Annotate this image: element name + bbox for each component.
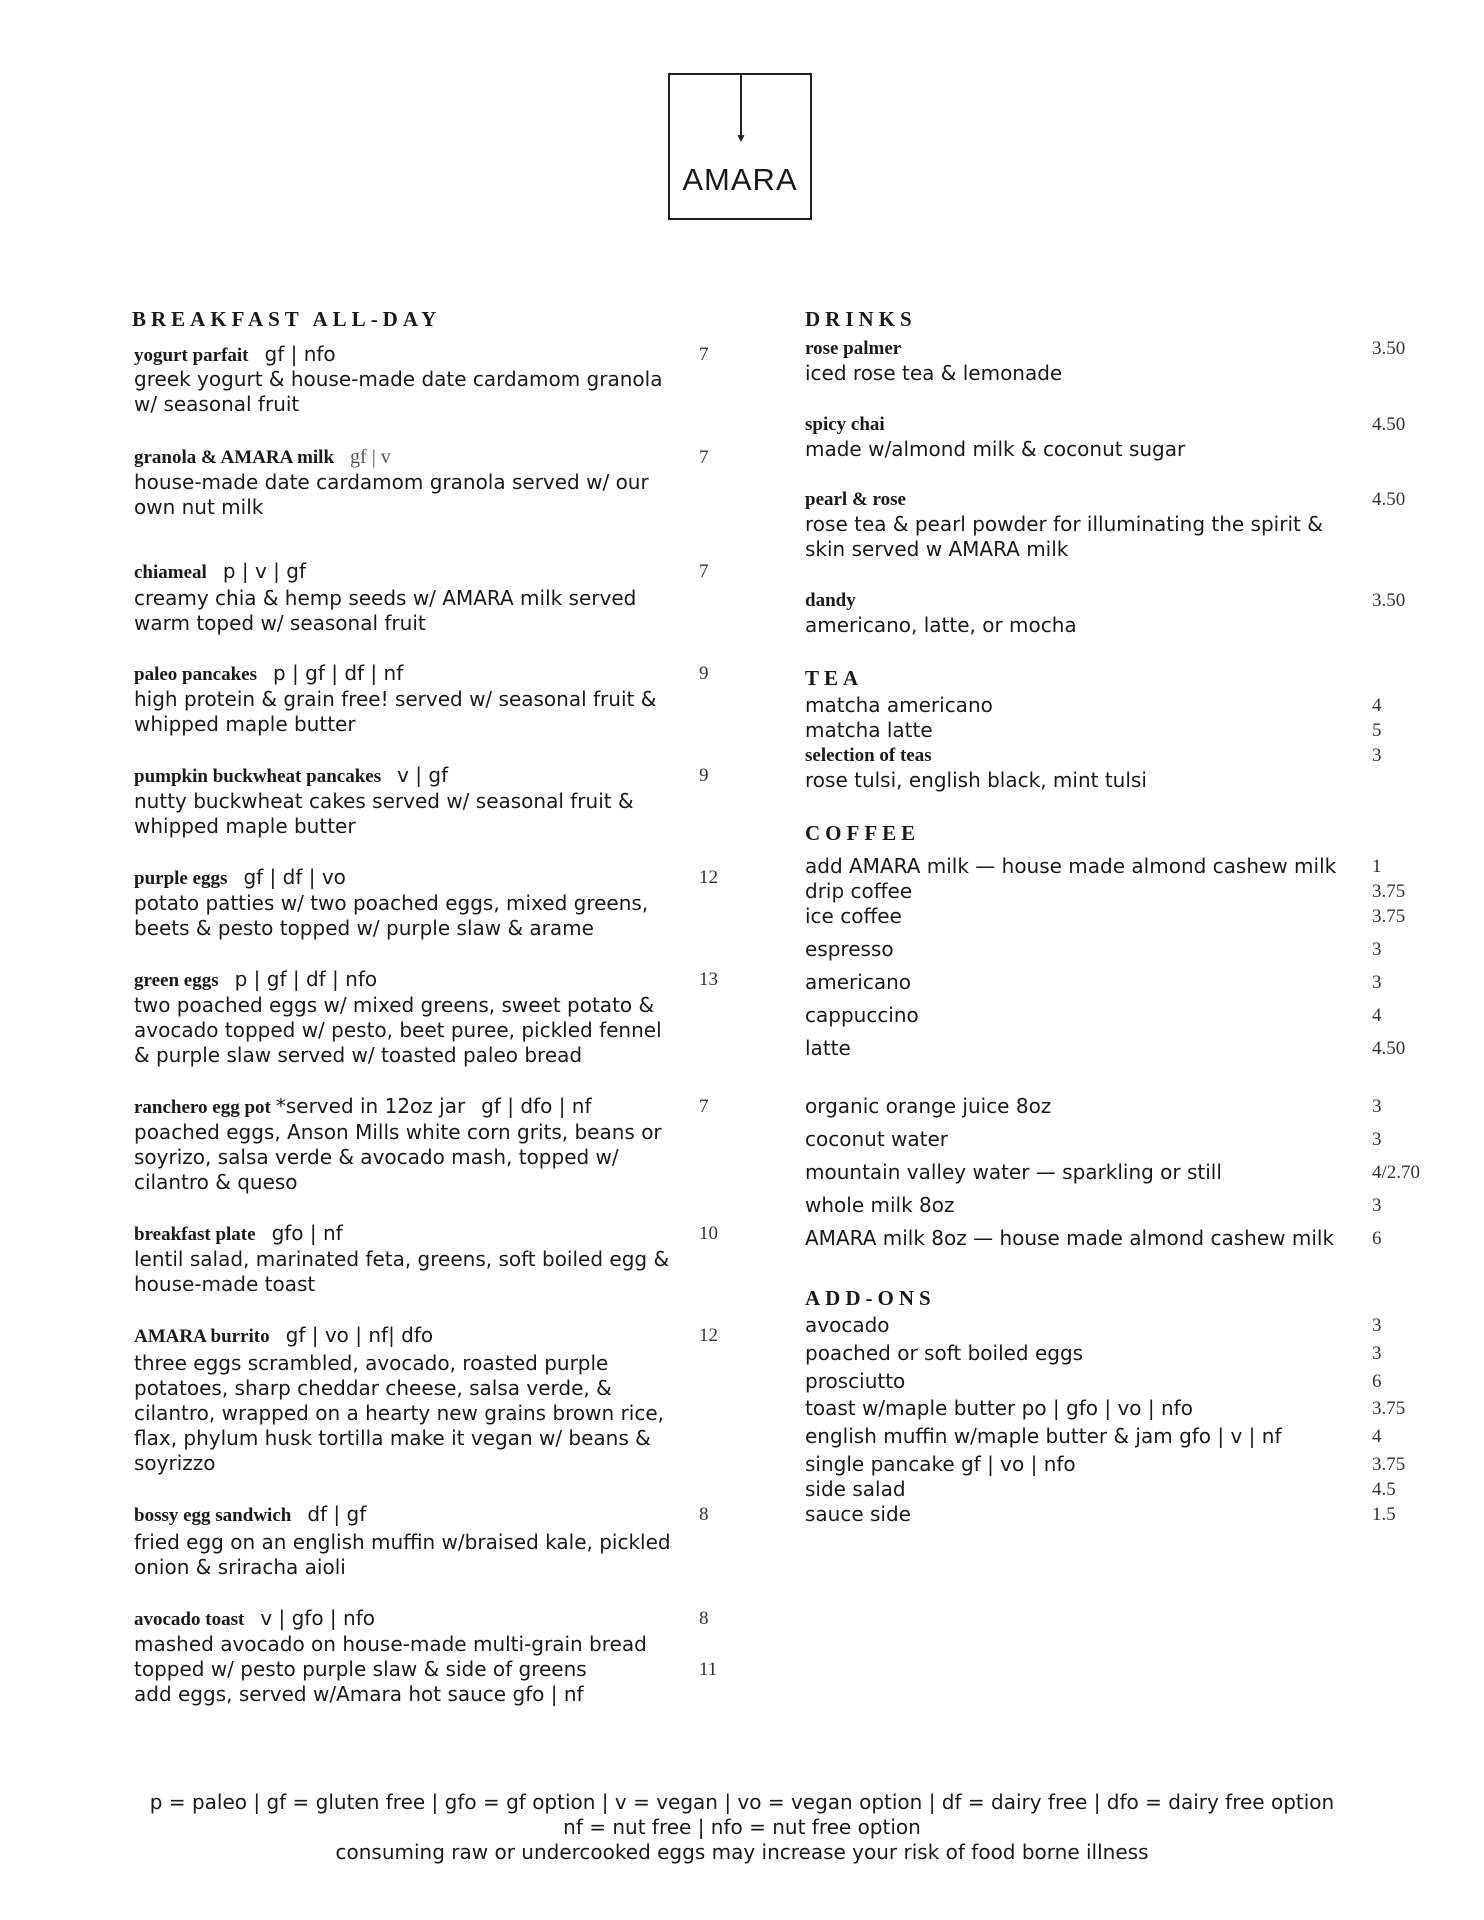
coffee-price: 3 [1372, 939, 1382, 960]
tea-price: 5 [1372, 720, 1382, 741]
diet-tags: gf | df | vo [243, 865, 346, 889]
addon-price: 3.75 [1372, 1454, 1406, 1475]
menu-item-name-row [134, 865, 346, 891]
tea-price: 3 [1372, 745, 1382, 766]
addon-price: 4 [1372, 1426, 1382, 1447]
addon-line: toast w/maple butter po | gfo | vo | nfo [805, 1396, 1193, 1420]
drink-price: 3.50 [1372, 338, 1406, 359]
menu-item-price: 13 [699, 969, 718, 990]
diet-tags: gf | nfo [264, 342, 336, 366]
food-safety-warning: consuming raw or undercooked eggs may increase your risk of food borne illness [335, 1840, 1149, 1864]
addon-price: 4.5 [1372, 1479, 1396, 1500]
diet-tags: gf | dfo | nf [481, 1094, 592, 1118]
menu-item-desc: greek yogurt & house-made date cardamom granola [134, 367, 663, 391]
menu-item-name-row [134, 661, 403, 687]
diet-tags: p | gf | df | nf [273, 661, 404, 685]
menu-item-name: purple eggs [134, 868, 228, 889]
coffee-line: espresso [805, 937, 894, 961]
drink-price: 6 [1372, 1228, 1382, 1249]
addon-line: english muffin w/maple butter & jam gfo | v | nf [805, 1424, 1282, 1448]
menu-item-name: paleo pancakes [134, 664, 257, 685]
breakfast-heading: BREAKFAST ALL-DAY [132, 307, 442, 331]
coffee-line: drip coffee [805, 879, 913, 903]
menu-item-desc: & purple slaw served w/ toasted paleo bread [134, 1043, 583, 1067]
addon-line: prosciutto [805, 1369, 906, 1393]
drink-name: rose palmer [805, 338, 902, 359]
coffee-price: 4.50 [1372, 1038, 1406, 1059]
tea-line: rose tulsi, english black, mint tulsi [805, 768, 1147, 792]
menu-item-desc: own nut milk [134, 495, 264, 519]
addon-price: 1.5 [1372, 1504, 1396, 1525]
menu-item-desc: creamy chia & hemp seeds w/ AMARA milk served [134, 586, 637, 610]
addon-price: 3 [1372, 1315, 1382, 1336]
coffee-line: add AMARA milk — house made almond cashew milk [805, 854, 1337, 878]
menu-item-name-row [134, 1502, 366, 1528]
drink-name: pearl & rose [805, 489, 906, 510]
menu-item-desc: add eggs, served w/Amara hot sauce gfo | nf [134, 1682, 584, 1706]
menu-item-desc: potato patties w/ two poached eggs, mixed greens, [134, 891, 649, 915]
addon-line: avocado [805, 1313, 890, 1337]
coffee-line: cappuccino [805, 1003, 919, 1027]
menu-item-desc: lentil salad, marinated feta, greens, soft boiled egg & [134, 1247, 670, 1271]
drink-price: 3 [1372, 1195, 1382, 1216]
menu-item-desc: w/ seasonal fruit [134, 392, 300, 416]
menu-item-name-row [134, 342, 336, 368]
menu-item-price: 7 [699, 561, 709, 582]
menu-item-name: yogurt parfait [134, 345, 249, 366]
tea-line: selection of teas [805, 745, 932, 766]
menu-item-price: 7 [699, 447, 709, 468]
tea-line: matcha americano [805, 693, 993, 717]
menu-item-name: avocado toast [134, 1609, 245, 1630]
drink-line: whole milk 8oz [805, 1193, 955, 1217]
menu-item-desc: cilantro, wrapped on a hearty new grains brown rice, [134, 1401, 664, 1425]
coffee-line: latte [805, 1036, 851, 1060]
diet-tags: v | gf [397, 763, 449, 787]
drink-line: mountain valley water — sparkling or still [805, 1160, 1222, 1184]
drink-desc: skin served w AMARA milk [805, 537, 1069, 561]
addons-heading: ADD-ONS [805, 1286, 936, 1310]
coffee-price: 1 [1372, 856, 1382, 877]
menu-item-price: 7 [699, 344, 709, 365]
drink-name: spicy chai [805, 414, 885, 435]
menu-item-name-row [134, 1606, 375, 1632]
tea-line: matcha latte [805, 718, 933, 742]
coffee-line: americano [805, 970, 911, 994]
addon-line: sauce side [805, 1502, 911, 1526]
menu-item-desc: house-made toast [134, 1272, 316, 1296]
menu-item-name-row [134, 763, 448, 789]
amara-logo [668, 73, 812, 220]
menu-item-desc: potatoes, sharp cheddar cheese, salsa verde, & [134, 1376, 612, 1400]
tea-heading: TEA [805, 666, 864, 690]
menu-item-desc: topped w/ pesto purple slaw & side of greens [134, 1657, 587, 1681]
addon-line: side salad [805, 1477, 906, 1501]
menu-item-name: ranchero egg pot [134, 1097, 271, 1118]
menu-item-desc: beets & pesto topped w/ purple slaw & arame [134, 916, 594, 940]
addon-price: 3 [1372, 1343, 1382, 1364]
logo-wordmark: AMARA [682, 162, 798, 197]
addon-line: single pancake gf | vo | nfo [805, 1452, 1076, 1476]
diet-tags: p | gf | df | nfo [234, 967, 378, 991]
menu-item-desc: fried egg on an english muffin w/braised kale, pickled [134, 1530, 671, 1554]
menu-item-price: 12 [699, 867, 718, 888]
menu-item-price: 7 [699, 1096, 709, 1117]
drink-line: coconut water [805, 1127, 948, 1151]
menu-item-desc: mashed avocado on house-made multi-grain bread [134, 1632, 647, 1656]
drink-price: 3 [1372, 1096, 1382, 1117]
coffee-line: ice coffee [805, 904, 902, 928]
menu-item-desc: house-made date cardamom granola served w/ our [134, 470, 649, 494]
diet-legend: p = paleo | gf = gluten free | gfo = gf option | v = vegan | vo = vegan option | df = dairy free | dfo = dairy free option [149, 1790, 1335, 1814]
menu-item-price: 8 [699, 1504, 709, 1525]
menu-item-desc: poached eggs, Anson Mills white corn grits, beans or [134, 1120, 662, 1144]
diet-tags: gf | vo | nf| dfo [285, 1323, 434, 1347]
menu-item-name-row [134, 445, 391, 470]
menu-item-price: 8 [699, 1608, 709, 1629]
addon-line: poached or soft boiled eggs [805, 1341, 1084, 1365]
menu-item-name-row [134, 967, 377, 993]
drink-price: 4/2.70 [1372, 1162, 1421, 1183]
tea-price: 4 [1372, 695, 1382, 716]
coffee-heading: COFFEE [805, 821, 921, 845]
drink-price: 4.50 [1372, 489, 1406, 510]
menu-item-name: AMARA burrito [134, 1326, 270, 1347]
menu-item-name: breakfast plate [134, 1224, 256, 1245]
menu-item-desc: cilantro & queso [134, 1170, 298, 1194]
diet-tags: gf | v [350, 446, 391, 468]
menu-item-price: 10 [699, 1223, 718, 1244]
drink-price: 3.50 [1372, 590, 1406, 611]
menu-item-desc: whipped maple butter [134, 712, 356, 736]
menu-item-desc: nutty buckwheat cakes served w/ seasonal fruit & [134, 789, 634, 813]
menu-item-desc: avocado topped w/ pesto, beet puree, pickled fennel [134, 1018, 662, 1042]
coffee-price: 4 [1372, 1005, 1382, 1026]
drink-price: 4.50 [1372, 414, 1406, 435]
menu-item-desc: flax, phylum husk tortilla make it vegan w/ beans & [134, 1426, 651, 1450]
menu-item-name: bossy egg sandwich [134, 1505, 292, 1526]
drink-price: 3 [1372, 1129, 1382, 1150]
arrow-down-icon: ▼ [735, 131, 747, 145]
menu-item-desc: soyrizzo [134, 1451, 216, 1475]
drink-desc: americano, latte, or mocha [805, 613, 1077, 637]
menu-item-name: green eggs [134, 970, 219, 991]
menu-item-name: pumpkin buckwheat pancakes [134, 766, 382, 787]
drinks-heading: DRINKS [805, 307, 917, 331]
diet-tags: p | v | gf [222, 559, 307, 583]
menu-item-desc: onion & sriracha aioli [134, 1555, 346, 1579]
diet-tags: v | gfo | nfo [260, 1606, 375, 1630]
drink-line: AMARA milk 8oz — house made almond cashew milk [805, 1226, 1335, 1250]
coffee-price: 3.75 [1372, 906, 1406, 927]
menu-item-name: granola & AMARA milk [134, 447, 335, 468]
addon-price: 6 [1372, 1371, 1382, 1392]
drink-desc: made w/almond milk & coconut sugar [805, 437, 1186, 461]
menu-item-price: 11 [699, 1659, 718, 1680]
addon-price: 3.75 [1372, 1398, 1406, 1419]
menu-item-name-row [134, 1323, 433, 1349]
menu-item-price: 9 [699, 765, 709, 786]
drink-line: organic orange juice 8oz [805, 1094, 1052, 1118]
diet-tags: df | gf [307, 1502, 367, 1526]
menu-item-desc: warm toped w/ seasonal fruit [134, 611, 426, 635]
menu-item-desc: two poached eggs w/ mixed greens, sweet potato & [134, 993, 655, 1017]
drink-name: dandy [805, 590, 856, 611]
menu-item-desc: three eggs scrambled, avocado, roasted purple [134, 1351, 609, 1375]
drink-desc: rose tea & pearl powder for illuminating the spirit & [805, 512, 1323, 536]
menu-item-desc: soyrizo, salsa verde & avocado mash, topped w/ [134, 1145, 619, 1169]
drink-desc: iced rose tea & lemonade [805, 361, 1063, 385]
logo-arrow-stem [740, 75, 742, 137]
menu-item-price: 9 [699, 663, 709, 684]
menu-item-name-row [134, 1094, 592, 1120]
diet-tags: gfo | nf [271, 1221, 343, 1245]
coffee-price: 3.75 [1372, 881, 1406, 902]
menu-item-name-row [134, 559, 306, 585]
menu-item-desc: high protein & grain free! served w/ seasonal fruit & [134, 687, 657, 711]
menu-item-price: 12 [699, 1325, 718, 1346]
diet-legend-2: nf = nut free | nfo = nut free option [563, 1815, 921, 1839]
menu-item-name: chiameal [134, 562, 207, 583]
menu-item-name-row [134, 1221, 343, 1247]
menu-item-note: *served in 12oz jar [275, 1094, 466, 1118]
coffee-price: 3 [1372, 972, 1382, 993]
menu-item-desc: whipped maple butter [134, 814, 356, 838]
